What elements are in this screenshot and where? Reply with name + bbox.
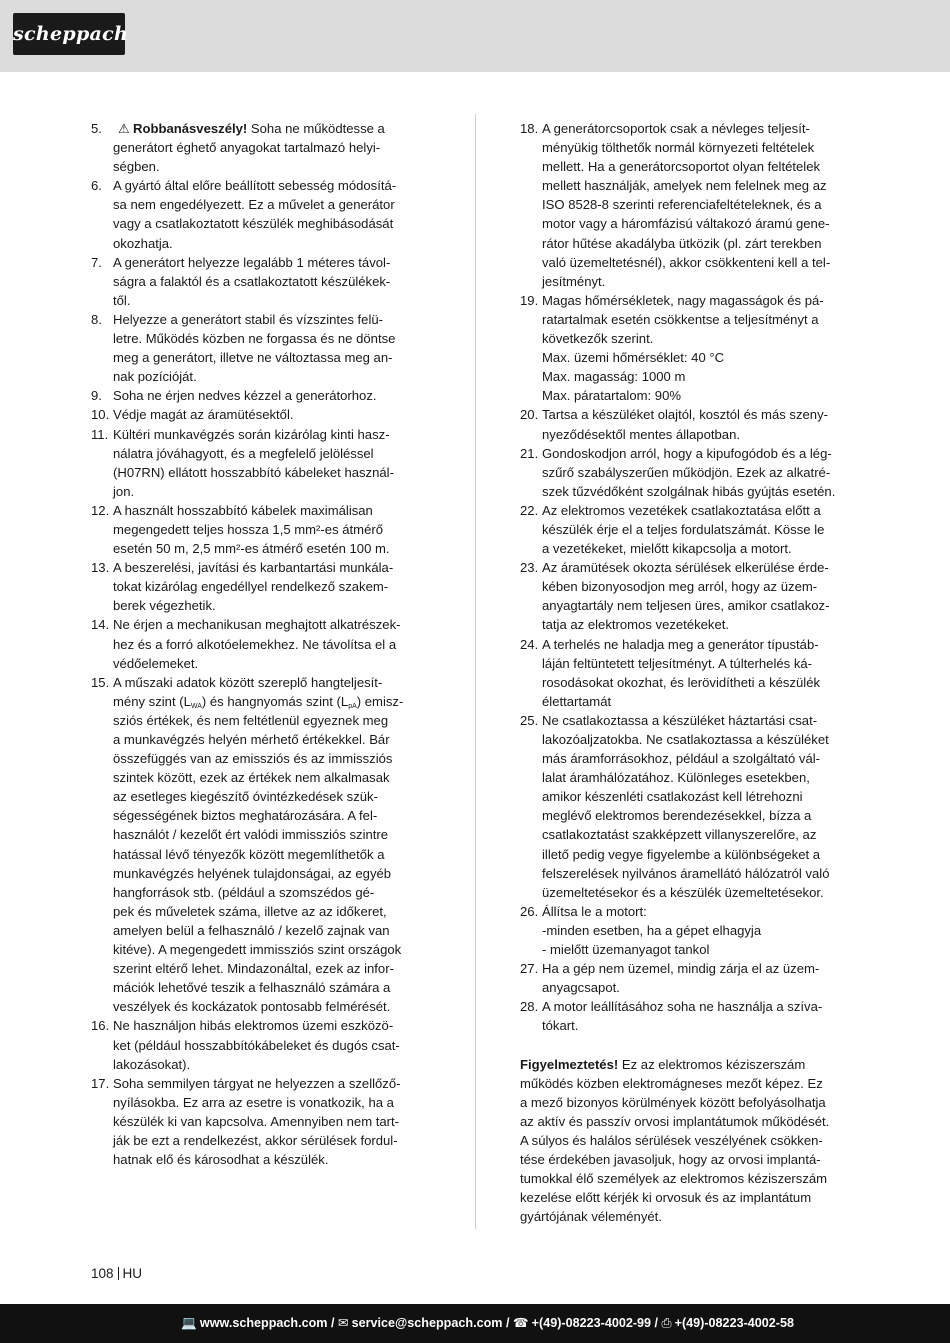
text-line: a mező bizonyos körülmények között befolyásolhatja (520, 1094, 826, 1110)
item-text (113, 405, 431, 424)
text-line: illető pedig vegye figyelembe a különbségeket a (542, 846, 821, 862)
item-number: 28. (520, 999, 539, 1015)
text-line: Gondoskodjon arról, hogy a kipufogódob és a lég- (542, 445, 832, 461)
text-line-with-subscripts (113, 692, 431, 711)
list-item (520, 711, 860, 902)
text-line: kében bizonyosodjon meg arról, hogy az üzem- (542, 579, 818, 595)
page-header (0, 0, 950, 72)
text-line: Max. üzemi hőmérséklet: 40 °C (542, 350, 725, 366)
text-line: tése érdekében javasoljuk, hogy az orvosi implantá- (520, 1151, 821, 1167)
text-line: meg a generátort, illetve ne változtassa meg an- (113, 350, 393, 366)
text-line: való üzemeltetésnél), akkor csökkenteni kell a tel- (542, 254, 831, 270)
item-text (542, 959, 860, 997)
text-line: szerint eltérő lehet. Mindazonáltal, ezek az infor- (113, 961, 394, 977)
text-line: szintek között, ezek az értékek nem alkalmasak (113, 770, 390, 786)
item-text (542, 119, 860, 291)
text-line: okozhatja. (113, 235, 173, 251)
page-language: HU (122, 1266, 143, 1281)
list-item (91, 501, 431, 558)
text-line: (H07RN) ellátott hosszabbító kábeleket használ- (113, 464, 394, 480)
text-line: jon. (113, 483, 135, 499)
text-line (113, 119, 431, 138)
text-line: A generátort helyezze legalább 1 méteres távol- (113, 254, 391, 270)
item-number: 15. (91, 674, 110, 690)
text-line: esetén 50 m, 2,5 mm²-es átmérő esetén 100 m. (113, 541, 390, 557)
item-text (542, 997, 860, 1035)
safety-list-part-2 (91, 1016, 431, 1169)
item-number: 13. (91, 560, 110, 576)
item-text (113, 501, 431, 558)
item-text (113, 119, 431, 176)
text-line: ságra a falaktól és a csatlakoztatott készülékek- (113, 273, 391, 289)
list-item (520, 405, 860, 443)
list-item (520, 635, 860, 711)
text-line: csatlakoztatást szakképzett villanyszerelőre, az (542, 827, 817, 843)
list-item (520, 119, 860, 291)
text-line: ségességének biztos meghatározására. A fel- (113, 808, 378, 824)
item-text (113, 615, 431, 672)
text-line: használót / kezelőt ért valódi immissziós szintre (113, 827, 389, 843)
text-line: a munkavégzés helyén mérhető értékekkel. Bár (113, 732, 390, 747)
text-line: az esetleges kiegészítő óvintézkedések szük- (113, 789, 378, 805)
safety-list-part-1 (91, 119, 431, 673)
text-line: Magas hőmérsékletek, nagy magasságok és pá- (542, 292, 824, 308)
text-line: A generátorcsoportok csak a névleges teljesít- (542, 121, 810, 136)
email-link[interactable]: service@scheppach.com / (351, 1316, 510, 1330)
text-line: A műszaki adatok között szereplő hangteljesít- (113, 674, 383, 690)
text-line: rosodásokat okozhat, és lerövidítheti a készülék (542, 674, 821, 690)
text-line: anyagcsapot. (542, 980, 620, 996)
text-line: a vezetékeket, mielőtt kikapcsolja a motort. (542, 541, 792, 557)
text-line (520, 1055, 860, 1074)
text-line: üzemeltetésekor és a készülék üzemeltetésekor. (542, 884, 824, 900)
list-item (520, 291, 860, 406)
item-text (542, 902, 860, 959)
item-number: 26. (520, 903, 539, 919)
item-number: 9. (91, 388, 102, 404)
list-item (520, 902, 860, 959)
list-item (91, 425, 431, 501)
text-line: mellett. Ha a generátorcsoportot olyan feltételek (542, 159, 821, 175)
text-fragment: Soha ne működtesse a (247, 121, 385, 136)
text-line: -minden esetben, ha a gépet elhagyja (542, 922, 762, 938)
text-line: A használt hosszabbító kábelek maximálisan (113, 502, 373, 518)
column-divider (475, 114, 476, 1229)
list-item (91, 615, 431, 672)
text-line: Ne érjen a mechanikusan meghajtott alkatrészek- (113, 617, 401, 633)
text-line: sa nem engedélyezett. Ez a művelet a generátor (113, 197, 395, 213)
page-number-value: 108 (91, 1266, 114, 1281)
subscript: pA (348, 702, 357, 710)
text-line: Helyezze a generátort stabil és vízszintes felü- (113, 311, 384, 327)
text-line: pek és műveletek száma, illetve az az időkeret, (113, 903, 387, 919)
item-number: 24. (520, 636, 539, 652)
text-line: felszerelések nyilvános áramellátó hálózatról való (542, 865, 830, 881)
email-icon: ✉ (338, 1316, 349, 1330)
item-number: 20. (520, 407, 539, 423)
brand-logo-text: scheppach (13, 23, 129, 45)
text-line: szek tűzvédőként szolgálnak hibás gyújtás esetén. (542, 483, 836, 499)
list-item (91, 310, 431, 386)
item-text (113, 558, 431, 615)
text-line: láján feltüntetett teljesítményt. A túlterhelés ká- (542, 655, 813, 671)
text-line: készülék érje el a teljes fordulatszámát. Kösse le (542, 521, 825, 537)
item-number: 25. (520, 712, 539, 728)
list-item (91, 1074, 431, 1169)
text-line: kitéve). A megengedett immissziós szint országok (113, 942, 402, 958)
text-line: hatnak elő és károsodhat a készülék. (113, 1152, 329, 1168)
text-line: amikor készenléti csatlakozást kell létrehozni (542, 789, 803, 805)
list-item (520, 997, 860, 1035)
item-text (113, 673, 431, 1017)
text-line: nak pozícióját. (113, 369, 197, 385)
right-column (520, 119, 860, 1226)
text-line: jesítményt. (542, 273, 606, 289)
item-number: 7. (91, 254, 102, 270)
item-number: 22. (520, 502, 539, 518)
text-line: Ne csatlakoztassa a készüléket háztartási csat- (542, 712, 818, 728)
text-line: ratartalmak esetén csökkentse a teljesítményt a (542, 311, 819, 327)
page-number (91, 1266, 142, 1282)
item-text (113, 176, 431, 252)
text-line: A beszerelési, javítási és karbantartási munkála- (113, 560, 394, 576)
text-line: anyagtartály nem teljesen üres, amikor csatlakoz- (542, 598, 830, 614)
text-line: működés közben elektromágneses mezőt képez. Ez (520, 1075, 823, 1091)
item-number: 16. (91, 1018, 110, 1034)
text-line: lalat áramhálózatához. Különleges esetekben, (542, 770, 810, 786)
page-number-separator (118, 1267, 119, 1280)
item-number: 11. (91, 426, 109, 442)
list-item (91, 253, 431, 310)
list-item (520, 444, 860, 501)
list-item (91, 119, 431, 176)
list-item (91, 176, 431, 252)
text-line: ket (például hosszabbítókábeleket és dugós csat- (113, 1037, 400, 1053)
text-line: A súlyos és halálos sérülések veszélyének csökken- (520, 1132, 823, 1148)
text-line: A gyártó által előre beállított sebesség módosítá- (113, 178, 397, 194)
text-line: lakozásokat). (113, 1056, 191, 1072)
list-item (520, 959, 860, 997)
text-line: készülék ki van kapcsolva. Amennyiben nem tart- (113, 1113, 400, 1129)
item-text (542, 444, 860, 501)
text-line: tókart. (542, 1018, 579, 1034)
text-line: motor vagy a háromfázisú váltakozó áramú gene- (542, 216, 830, 232)
text-fragment: Ez az elektromos kéziszerszám (618, 1056, 806, 1072)
text-line: megengedett teljes hossza 1,5 mm²-es átmérő (113, 521, 384, 537)
text-line: Soha ne érjen nedves kézzel a generátorhoz. (113, 388, 377, 404)
text-line: Soha semmilyen tárgyat ne helyezzen a szellőző- (113, 1075, 401, 1091)
website-link[interactable]: www.scheppach.com / (199, 1316, 335, 1330)
list-item (91, 558, 431, 615)
text-line: Védje magát az áramütésektől. (113, 407, 294, 423)
phone-icon: ☎ (512, 1316, 529, 1330)
text-line: berek végezhetik. (113, 598, 216, 614)
text-line: Ne használjon hibás elektromos üzemi eszközö- (113, 1018, 394, 1034)
phone-number: +(49)-08223-4002-99 / (531, 1316, 659, 1330)
text-line: munkavégzés helyének tulajdonságai, az egyéb (113, 865, 392, 881)
text-line: amelyen belül a felhasználó / kezelő zajnak van (113, 922, 390, 938)
text-fragment: mény szint (L (113, 693, 191, 709)
text-line: Állítsa le a motort: (542, 903, 647, 919)
item-text (113, 253, 431, 310)
text-line: nyílásokba. Ez arra az esetre is vonatkozik, ha a (113, 1094, 394, 1110)
text-line: következők szerint. (542, 331, 654, 347)
item-text (542, 711, 860, 902)
footer-contact (181, 1304, 794, 1343)
list-item (520, 558, 860, 634)
list-item (91, 673, 431, 1017)
text-line: más áramforrásokhoz, például a szolgáltató vál- (542, 751, 821, 767)
text-line: mációk lehetővé teszik a felhasználó számára a (113, 980, 391, 996)
warning-label: Figyelmeztetés! (520, 1056, 619, 1072)
page-footer (0, 1304, 950, 1343)
text-line: - mielőtt üzemanyagot tankol (542, 942, 710, 958)
item-text (113, 425, 431, 501)
text-line: mellett használják, amelyek nem felelnek meg az (542, 178, 827, 194)
text-line: Max. magasság: 1000 m (542, 369, 686, 385)
text-line: Az áramütések okozta sérülések elkerülése érde- (542, 560, 829, 576)
text-line: gyártójának véleményét. (520, 1209, 662, 1225)
text-line: rátor hűtése akadályba ütközik (pl. zárt terekben (542, 235, 822, 251)
item-number: 18. (520, 121, 539, 136)
item-text-continued (113, 711, 431, 1017)
text-line: nálatra jóváhagyott, és a megfelelő jelöléssel (113, 445, 374, 461)
text-line: A motor leállításához soha ne használja a szíva- (542, 999, 823, 1015)
left-column (91, 119, 431, 1169)
item-text (113, 1074, 431, 1169)
text-line: Tartsa a készüléket olajtól, kosztól és más szeny- (542, 407, 828, 423)
text-line: tumokkal élő személyek az elektromos kéziszerszám (520, 1171, 828, 1187)
item-number: 10. (91, 407, 110, 423)
brand-logo (13, 13, 129, 55)
item-number: 21. (520, 445, 539, 461)
text-line: ják be ezt a rendelkezést, akkor sérülések fordul- (113, 1132, 398, 1148)
text-line: Kültéri munkavégzés során kizárólag kinti hasz- (113, 426, 390, 442)
text-line: védőelemeket. (113, 655, 199, 671)
text-line: nyeződésektől mentes állapotban. (542, 426, 740, 442)
text-line: Max. páratartalom: 90% (542, 388, 681, 404)
item-number: 27. (520, 961, 539, 977)
text-line: vagy a csatlakoztatott készülék meghibásodását (113, 216, 394, 232)
item-text (542, 501, 860, 558)
item-text (113, 1016, 431, 1073)
text-fragment: ) és hangnyomás szint (L (201, 693, 349, 709)
text-fragment: ) emisz- (356, 693, 404, 709)
fax-number: +(49)-08223-4002-58 (674, 1316, 794, 1330)
item-text (542, 405, 860, 443)
item-text (113, 386, 431, 405)
text-line: ményükig tölthetők normál környezeti feltételek (542, 140, 815, 156)
text-line: meglévő elektromos berendezésekkel, bízza a (542, 808, 812, 824)
list-item (91, 1016, 431, 1073)
item-number: 5. (91, 121, 102, 136)
fax-icon: ⎙ (661, 1316, 672, 1330)
text-line: hatással lévő tényezők között megemlíthetők a (113, 846, 385, 862)
text-line: szűrő szabályszerűen működjön. Ezek az alkatré- (542, 464, 831, 480)
text-line: től. (113, 292, 131, 308)
warning-triangle-icon: ⚠ (118, 121, 130, 136)
item-text (113, 310, 431, 386)
warning-label: Robbanásveszély! (133, 121, 248, 136)
text-line: Ha a gép nem üzemel, mindig zárja el az üzem- (542, 961, 820, 977)
item-number: 17. (91, 1075, 110, 1091)
text-line: ségben. (113, 159, 160, 175)
item-text (542, 635, 860, 711)
list-item (91, 386, 431, 405)
text-line: összefüggés van az emissziós és az immissziós (113, 751, 393, 767)
text-line: tokat kizárólag engedéllyel rendelkező szakem- (113, 579, 389, 595)
text-line: az aktív és passzív orvosi implantátumok működését. (520, 1113, 830, 1129)
computer-icon: 💻 (181, 1316, 197, 1330)
text-line: tatja az elektromos vezetékeket. (542, 617, 730, 633)
safety-list-part-3 (520, 119, 860, 1036)
text-line: hangforrások stb. (például a szomszédos gé- (113, 884, 375, 900)
emf-warning-paragraph (520, 1055, 860, 1227)
text-line: A terhelés ne haladja meg a generátor típustáb- (542, 636, 819, 652)
text-line: kezelése előtt kérjék ki orvosuk és az implantátum (520, 1190, 812, 1206)
warning-text-continued (520, 1074, 860, 1227)
item-number: 8. (91, 311, 102, 327)
list-item (91, 405, 431, 424)
text-line: veszélyek és kockázatok pontosabb felmérését. (113, 999, 391, 1015)
text-line: hez és a forró alkotóelemekhez. Ne távolítsa el a (113, 636, 397, 652)
item-number: 12. (91, 502, 110, 518)
item-number: 14. (91, 617, 110, 633)
item-text (542, 291, 860, 406)
text-line: generátort éghető anyagokat tartalmazó helyi- (113, 140, 381, 156)
text-line: élettartamát (542, 693, 612, 709)
text-line: sziós értékek, és nem feltétlenül egyeznek meg (113, 712, 389, 728)
list-item (520, 501, 860, 558)
subscript: WA (190, 702, 202, 710)
item-number: 6. (91, 178, 102, 194)
text-line: Az elektromos vezetékek csatlakoztatása előtt a (542, 502, 821, 518)
text-line: lakozóaljzatokba. Ne csatlakoztassa a készüléket (542, 732, 829, 747)
item-number: 19. (520, 292, 539, 308)
item-number: 23. (520, 560, 539, 576)
text-line: letre. Működés közben ne forgassa és ne döntse (113, 331, 396, 347)
item-text (542, 558, 860, 634)
text-line: ISO 8528-8 szerinti referenciafeltételeknek, és a (542, 197, 822, 213)
